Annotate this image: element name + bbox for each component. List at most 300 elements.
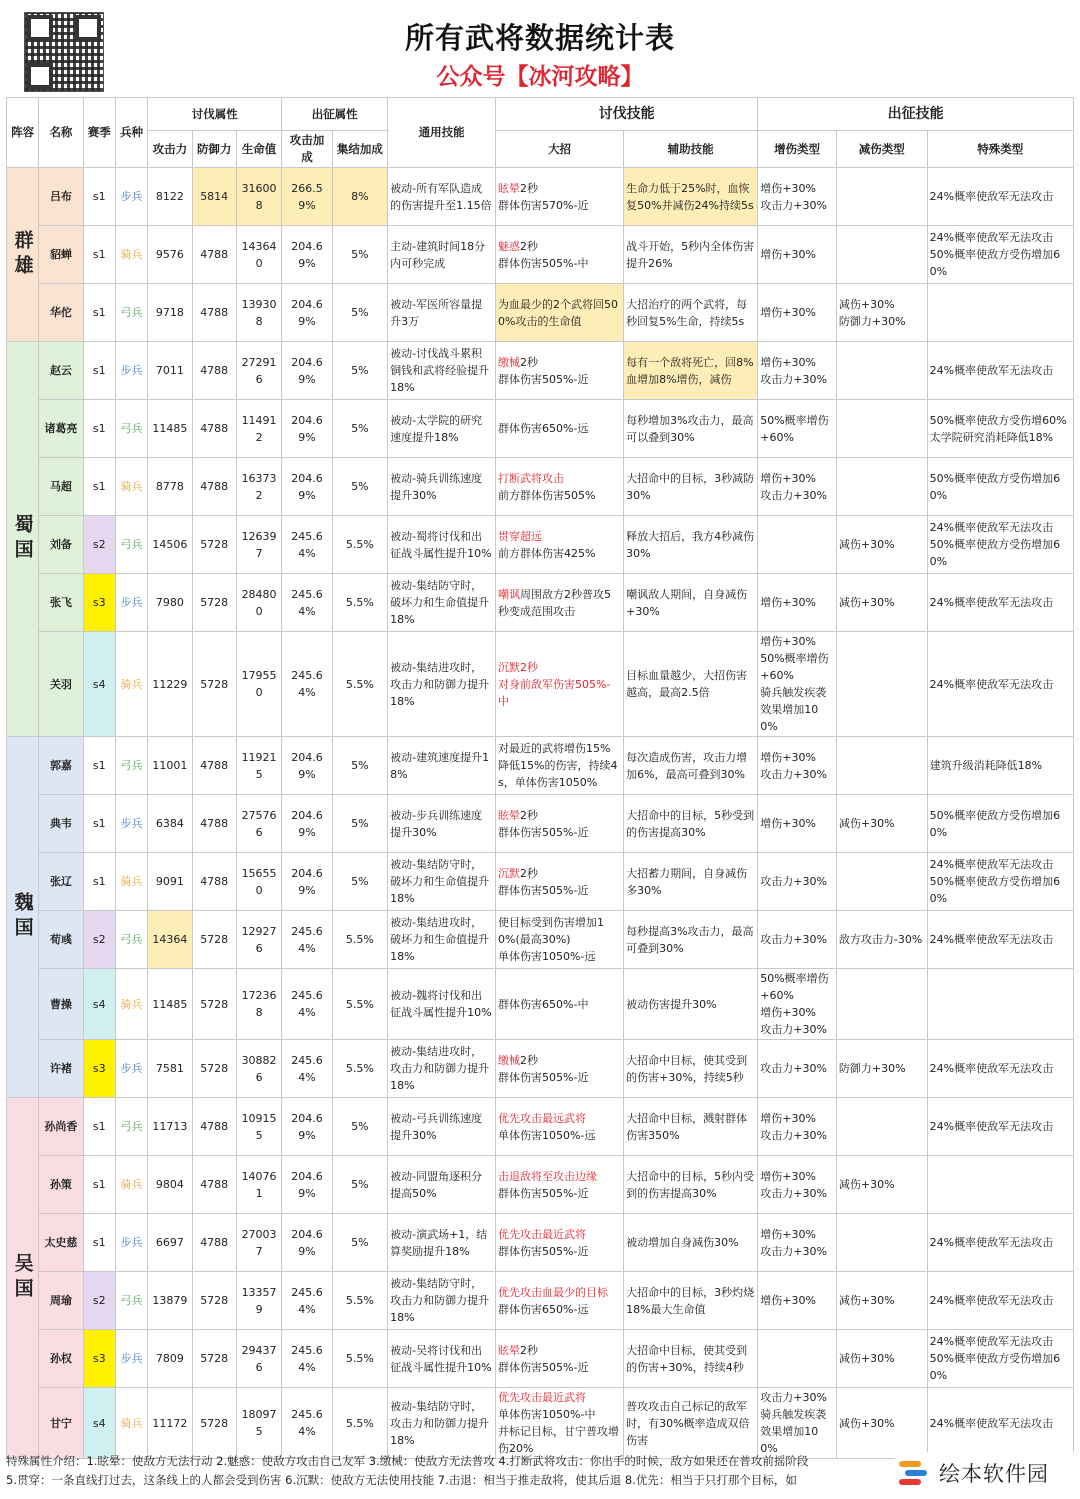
buff-type-cell: 增伤+30%	[758, 795, 837, 853]
ult-cell	[496, 1156, 624, 1214]
table-row	[7, 737, 1074, 795]
atk-cell: 9576	[148, 226, 192, 284]
buff-type-cell: 增伤+30%	[758, 226, 837, 284]
assist-skill-cell: 大招命中的目标，5秒受到的伤害提高30%	[624, 795, 758, 853]
debuff-type-cell: 防御力+30%	[836, 1040, 927, 1098]
special-type-cell: 24%概率使敌军无法攻击	[927, 632, 1073, 737]
special-type-cell: 24%概率使敌军无法攻击	[927, 1388, 1073, 1459]
hp-cell: 139308	[236, 284, 281, 342]
buff-type-cell: 增伤+30% 攻击力+30%	[758, 458, 837, 516]
assist-skill-cell: 大招命中的目标，3秒灼烧18%最大生命值	[624, 1272, 758, 1330]
general-name: 孙策	[39, 1156, 83, 1214]
general-name: 太史慈	[39, 1214, 83, 1272]
ult-cell	[496, 284, 624, 342]
atk-cell: 7809	[148, 1330, 192, 1388]
ult-effect-label: 优先攻击最远武将	[498, 1111, 587, 1125]
debuff-type-cell: 敌方攻击力-30%	[836, 911, 927, 969]
gather-bonus-cell: 5%	[332, 853, 387, 911]
atk-bonus-cell: 204.69%	[282, 853, 332, 911]
ult-cell	[496, 795, 624, 853]
hp-cell: 133579	[236, 1272, 281, 1330]
def-cell: 5728	[192, 1272, 236, 1330]
general-name: 张飞	[39, 574, 83, 632]
general-skill-cell: 被动-集结进攻时，攻击力和防御力提升18%	[388, 632, 496, 737]
season-cell: s1	[83, 795, 115, 853]
debuff-type-cell: 减伤+30%	[836, 1388, 927, 1459]
general-skill-cell: 被动-集结进攻时，攻击力和防御力提升18%	[388, 1040, 496, 1098]
ult-effect-label: 沉默	[498, 866, 521, 880]
ult-effect-label: 眩晕	[498, 181, 521, 195]
brand-name: 绘本软件园	[939, 1462, 1049, 1486]
general-name: 典韦	[39, 795, 83, 853]
buff-type-cell	[758, 516, 837, 574]
hp-cell: 275766	[236, 795, 281, 853]
hp-cell: 163732	[236, 458, 281, 516]
ult-cell	[496, 911, 624, 969]
ult-effect-label: 缴械	[498, 355, 521, 369]
hp-cell: 179550	[236, 632, 281, 737]
col-faction: 阵容	[7, 98, 39, 168]
ult-detail: 2秒 群体伤害505%-近	[498, 355, 589, 386]
troop-cell: 骑兵	[115, 969, 147, 1040]
buff-type-cell	[758, 1330, 837, 1388]
assist-skill-cell: 嘲讽敌人期间，自身减伤+30%	[624, 574, 758, 632]
gather-bonus-cell: 5%	[332, 342, 387, 400]
general-skill-cell: 被动-太学院的研究速度提升18%	[388, 400, 496, 458]
general-name: 刘备	[39, 516, 83, 574]
atk-bonus-cell: 245.64%	[282, 1388, 332, 1459]
faction-shu: 蜀国	[7, 342, 39, 737]
faction-qunxiong: 群雄	[7, 168, 39, 342]
special-type-cell: 24%概率使敌军无法攻击	[927, 342, 1073, 400]
season-cell: s1	[83, 737, 115, 795]
general-skill-cell: 被动-集结防守时，破坏力和生命值提升18%	[388, 574, 496, 632]
assist-skill-cell: 大招命中目标，使其受到的伤害+30%，持续4秒	[624, 1330, 758, 1388]
def-cell: 4788	[192, 795, 236, 853]
troop-cell: 弓兵	[115, 1098, 147, 1156]
ult-cell	[496, 969, 624, 1040]
debuff-type-cell: 减伤+30%	[836, 574, 927, 632]
general-name: 赵云	[39, 342, 83, 400]
col-troop: 兵种	[115, 98, 147, 168]
col-hp: 生命值	[236, 131, 281, 168]
ult-effect-label: 打断武将攻击	[498, 471, 565, 485]
troop-cell: 步兵	[115, 1040, 147, 1098]
atk-cell: 6384	[148, 795, 192, 853]
def-cell: 4788	[192, 1098, 236, 1156]
assist-skill-cell: 每秒提高3%攻击力，最高可叠到30%	[624, 911, 758, 969]
ult-cell	[496, 400, 624, 458]
col-chuzheng-attr: 出征属性	[282, 98, 388, 131]
atk-cell: 9718	[148, 284, 192, 342]
special-type-cell	[927, 284, 1073, 342]
special-type-cell: 24%概率使敌军无法攻击	[927, 574, 1073, 632]
special-type-cell: 24%概率使敌军无法攻击 50%概率使敌方受伤增加60%	[927, 226, 1073, 284]
season-cell: s2	[83, 1272, 115, 1330]
buff-type-cell: 攻击力+30%	[758, 1040, 837, 1098]
table-row	[7, 1388, 1074, 1459]
ult-detail: 为血最少的2个武将回500%攻击的生命值	[498, 297, 619, 328]
general-skill-cell: 被动-集结防守时，破坏力和生命值提升18%	[388, 853, 496, 911]
ult-detail: 前方群体伤害505%	[498, 488, 596, 502]
col-chuzheng-skill: 出征技能	[758, 98, 1074, 131]
atk-bonus-cell: 245.64%	[282, 969, 332, 1040]
ult-effect-label: 击退敌将至攻击边缘	[498, 1169, 598, 1183]
general-skill-cell: 被动-集结防守时，攻击力和防御力提升18%	[388, 1388, 496, 1459]
ult-effect-label: 贯穿超远	[498, 529, 543, 543]
gather-bonus-cell: 5%	[332, 795, 387, 853]
buff-type-cell: 攻击力+30%	[758, 853, 837, 911]
def-cell: 4788	[192, 400, 236, 458]
ult-detail: 2秒 群体伤害505%-近	[498, 808, 589, 839]
col-taofa-skill: 讨伐技能	[496, 98, 758, 131]
assist-skill-cell: 被动增加自身减伤30%	[624, 1214, 758, 1272]
general-name: 许褚	[39, 1040, 83, 1098]
general-name: 孙权	[39, 1330, 83, 1388]
buff-type-cell: 50%概率增伤+60%	[758, 400, 837, 458]
gather-bonus-cell: 5.5%	[332, 1272, 387, 1330]
col-name: 名称	[39, 98, 83, 168]
ult-detail: 2秒 群体伤害505%-中	[498, 239, 589, 270]
col-debuff-type: 减伤类型	[836, 131, 927, 168]
ult-detail: 2秒 群体伤害505%-近	[498, 866, 589, 897]
ult-detail: 单体伤害1050%-远	[498, 1128, 596, 1142]
faction-wu: 吴国	[7, 1098, 39, 1459]
special-type-cell	[927, 1156, 1073, 1214]
ult-cell	[496, 1330, 624, 1388]
troop-cell: 弓兵	[115, 1272, 147, 1330]
table-body	[7, 168, 1074, 1459]
debuff-type-cell	[836, 226, 927, 284]
atk-bonus-cell: 204.69%	[282, 795, 332, 853]
ult-detail: 群体伤害650%-中	[498, 997, 589, 1011]
table-row	[7, 1098, 1074, 1156]
special-type-cell	[927, 969, 1073, 1040]
assist-skill-cell: 普攻攻击自己标记的敌军时，有30%概率造成双倍伤害	[624, 1388, 758, 1459]
table-row	[7, 1156, 1074, 1214]
special-type-cell: 24%概率使敌军无法攻击	[927, 911, 1073, 969]
ult-detail: 周围敌方2秒普攻5秒变成范围攻击	[498, 587, 612, 618]
table-row	[7, 969, 1074, 1040]
ult-cell	[496, 1214, 624, 1272]
general-name: 曹操	[39, 969, 83, 1040]
season-cell: s1	[83, 226, 115, 284]
ult-effect-label: 眩晕	[498, 1343, 521, 1357]
buff-type-cell: 增伤+30% 攻击力+30%	[758, 1156, 837, 1214]
buff-type-cell: 攻击力+30%	[758, 911, 837, 969]
gather-bonus-cell: 5.5%	[332, 516, 387, 574]
season-cell: s4	[83, 632, 115, 737]
atk-bonus-cell: 204.69%	[282, 1214, 332, 1272]
buff-type-cell: 攻击力+30% 骑兵触发疾袭效果增加100%	[758, 1388, 837, 1459]
table-row	[7, 1040, 1074, 1098]
buff-type-cell: 增伤+30% 攻击力+30%	[758, 1098, 837, 1156]
season-cell: s1	[83, 1214, 115, 1272]
assist-skill-cell: 大招命中的目标，5秒内受到的伤害提高30%	[624, 1156, 758, 1214]
debuff-type-cell	[836, 969, 927, 1040]
atk-cell: 8778	[148, 458, 192, 516]
ult-cell	[496, 737, 624, 795]
troop-cell: 步兵	[115, 1214, 147, 1272]
col-atk-bonus: 攻击加成	[282, 131, 332, 168]
debuff-type-cell	[836, 458, 927, 516]
hp-cell: 180975	[236, 1388, 281, 1459]
table-row	[7, 458, 1074, 516]
troop-cell: 骑兵	[115, 226, 147, 284]
season-cell: s2	[83, 516, 115, 574]
general-name: 华佗	[39, 284, 83, 342]
ult-cell	[496, 632, 624, 737]
ult-detail: 群体伤害650%-远	[498, 1302, 589, 1316]
special-type-cell: 50%概率使敌方受伤增加60%	[927, 795, 1073, 853]
general-name: 甘宁	[39, 1388, 83, 1459]
special-type-cell: 24%概率使敌军无法攻击	[927, 1098, 1073, 1156]
atk-cell: 13879	[148, 1272, 192, 1330]
troop-cell: 骑兵	[115, 458, 147, 516]
ult-effect-label: 嘲讽	[498, 587, 521, 601]
ult-effect-label: 优先攻击最近武将	[498, 1227, 587, 1241]
table-row	[7, 226, 1074, 284]
general-skill-cell: 被动-演武场+1，结算奖励提升18%	[388, 1214, 496, 1272]
gather-bonus-cell: 5.5%	[332, 632, 387, 737]
ult-cell	[496, 342, 624, 400]
atk-cell: 7980	[148, 574, 192, 632]
footer-line-1: 特殊属性介绍：1.眩晕：使敌方无法行动 2.魅惑：使敌方攻击自己友军 3.缴械：使敌方无法普攻 4.打断武将攻击：你出手的时候，敌方如果还在普攻前摇阶段	[6, 1454, 809, 1468]
general-name: 关羽	[39, 632, 83, 737]
atk-cell: 14506	[148, 516, 192, 574]
buff-type-cell: 增伤+30%	[758, 1272, 837, 1330]
col-season: 赛季	[83, 98, 115, 168]
hp-cell: 270037	[236, 1214, 281, 1272]
ult-detail: 群体伤害505%-近	[498, 1186, 589, 1200]
ult-effect-label: 沉默2秒 对身前敌军伤害505%-中	[498, 660, 611, 708]
troop-cell: 弓兵	[115, 400, 147, 458]
table-row	[7, 342, 1074, 400]
general-name: 张辽	[39, 853, 83, 911]
generals-table	[6, 97, 1074, 1459]
general-name: 吕布	[39, 168, 83, 226]
def-cell: 4788	[192, 226, 236, 284]
hp-cell: 172368	[236, 969, 281, 1040]
table-row	[7, 632, 1074, 737]
ult-cell	[496, 1098, 624, 1156]
col-ult: 大招	[496, 131, 624, 168]
ult-cell	[496, 853, 624, 911]
table-row	[7, 574, 1074, 632]
table-row	[7, 911, 1074, 969]
page-subtitle: 公众号【冰河攻略】	[436, 64, 644, 90]
ult-detail: 群体伤害505%-近	[498, 1244, 589, 1258]
def-cell: 5728	[192, 574, 236, 632]
debuff-type-cell: 减伤+30% 防御力+30%	[836, 284, 927, 342]
atk-cell: 11229	[148, 632, 192, 737]
def-cell: 4788	[192, 737, 236, 795]
atk-bonus-cell: 266.59%	[282, 168, 332, 226]
gather-bonus-cell: 5.5%	[332, 1330, 387, 1388]
debuff-type-cell: 减伤+30%	[836, 1330, 927, 1388]
footer-line-2: 5.贯穿：一条直线打过去，这条线上的人都会受到伤害 6.沉默：使敌方无法使用技能 7.击退：相当于推走敌将，使其后退 8.优先：相当于只打那个目标，如	[6, 1473, 797, 1487]
season-cell: s4	[83, 1388, 115, 1459]
gather-bonus-cell: 5.5%	[332, 1388, 387, 1459]
faction-wei: 魏国	[7, 737, 39, 1098]
hp-cell: 114912	[236, 400, 281, 458]
table-row	[7, 400, 1074, 458]
general-skill-cell: 被动-所有军队造成的伤害提升至1.15倍	[388, 168, 496, 226]
atk-cell: 6697	[148, 1214, 192, 1272]
def-cell: 4788	[192, 853, 236, 911]
assist-skill-cell: 大招蓄力期间，自身减伤多30%	[624, 853, 758, 911]
troop-cell: 骑兵	[115, 1156, 147, 1214]
troop-cell: 弓兵	[115, 516, 147, 574]
footer-notes	[6, 1452, 886, 1490]
buff-type-cell: 50%概率增伤+60% 增伤+30% 攻击力+30%	[758, 969, 837, 1040]
assist-skill-cell: 目标血量越少，大招伤害越高，最高2.5倍	[624, 632, 758, 737]
def-cell: 5728	[192, 1040, 236, 1098]
atk-cell: 9804	[148, 1156, 192, 1214]
col-gather-bonus: 集结加成	[332, 131, 387, 168]
general-skill-cell: 被动-吴将讨伐和出征战斗属性提升10%	[388, 1330, 496, 1388]
troop-cell: 骑兵	[115, 853, 147, 911]
hp-cell: 109155	[236, 1098, 281, 1156]
ult-detail: 2秒 群体伤害505%-近	[498, 1053, 589, 1084]
gather-bonus-cell: 5%	[332, 1098, 387, 1156]
season-cell: s2	[83, 911, 115, 969]
gather-bonus-cell: 5.5%	[332, 969, 387, 1040]
assist-skill-cell: 生命力低于25%时，血恢复50%并减伤24%持续5s	[624, 168, 758, 226]
col-def: 防御力	[192, 131, 236, 168]
atk-bonus-cell: 204.69%	[282, 737, 332, 795]
general-skill-cell: 被动-弓兵训练速度提升30%	[388, 1098, 496, 1156]
atk-bonus-cell: 245.64%	[282, 1040, 332, 1098]
hp-cell: 119215	[236, 737, 281, 795]
general-skill-cell: 被动-步兵训练速度提升30%	[388, 795, 496, 853]
def-cell: 4788	[192, 342, 236, 400]
hp-cell: 126397	[236, 516, 281, 574]
buff-type-cell: 增伤+30% 攻击力+30%	[758, 168, 837, 226]
general-skill-cell: 被动-蜀将讨伐和出征战斗属性提升10%	[388, 516, 496, 574]
general-skill-cell: 被动-同盟角逐积分提高50%	[388, 1156, 496, 1214]
special-type-cell: 建筑升级消耗降低18%	[927, 737, 1073, 795]
general-name: 郭嘉	[39, 737, 83, 795]
gather-bonus-cell: 5%	[332, 400, 387, 458]
ult-detail: 2秒 群体伤害505%-近	[498, 1343, 589, 1374]
season-cell: s3	[83, 574, 115, 632]
ult-detail: 对最近的武将增伤15%降低15%的伤害，持续4s，单体伤害1050%	[498, 742, 618, 789]
atk-bonus-cell: 245.64%	[282, 1330, 332, 1388]
table-row	[7, 284, 1074, 342]
def-cell: 4788	[192, 1156, 236, 1214]
debuff-type-cell	[836, 400, 927, 458]
table-row	[7, 1272, 1074, 1330]
ult-detail: 使目标受到伤害增加10%(最高30%) 单体伤害1050%-远	[498, 916, 605, 963]
table-row	[7, 1214, 1074, 1272]
atk-bonus-cell: 204.69%	[282, 458, 332, 516]
col-general-skill: 通用技能	[388, 98, 496, 168]
atk-bonus-cell: 245.64%	[282, 1272, 332, 1330]
general-skill-cell: 主动-建筑时间18分内可秒完成	[388, 226, 496, 284]
atk-cell: 7581	[148, 1040, 192, 1098]
season-cell: s1	[83, 853, 115, 911]
hp-cell: 294376	[236, 1330, 281, 1388]
debuff-type-cell: 减伤+30%	[836, 516, 927, 574]
hp-cell: 308826	[236, 1040, 281, 1098]
def-cell: 4788	[192, 284, 236, 342]
special-type-cell: 24%概率使敌军无法攻击	[927, 1040, 1073, 1098]
general-name: 马超	[39, 458, 83, 516]
atk-bonus-cell: 245.64%	[282, 516, 332, 574]
table-row	[7, 168, 1074, 226]
atk-bonus-cell: 204.69%	[282, 1156, 332, 1214]
header	[0, 0, 1080, 97]
debuff-type-cell	[836, 1214, 927, 1272]
col-assist: 辅助技能	[624, 131, 758, 168]
atk-cell: 11001	[148, 737, 192, 795]
table-row	[7, 795, 1074, 853]
def-cell: 5814	[192, 168, 236, 226]
gather-bonus-cell: 5.5%	[332, 911, 387, 969]
ult-cell	[496, 1272, 624, 1330]
special-type-cell: 24%概率使敌军无法攻击 50%概率使敌方受伤增加60%	[927, 1330, 1073, 1388]
general-name: 诸葛亮	[39, 400, 83, 458]
general-name: 貂蝉	[39, 226, 83, 284]
general-skill-cell: 被动-骑兵训练速度提升30%	[388, 458, 496, 516]
troop-cell: 骑兵	[115, 632, 147, 737]
brand-icon	[897, 1458, 931, 1488]
season-cell: s1	[83, 284, 115, 342]
page-title: 所有武将数据统计表	[404, 21, 675, 55]
table-row	[7, 1330, 1074, 1388]
ult-effect-label: 眩晕	[498, 808, 521, 822]
assist-skill-cell: 战斗开始，5秒内全体伤害提升26%	[624, 226, 758, 284]
atk-cell: 7011	[148, 342, 192, 400]
assist-skill-cell: 大招命中目标，使其受到的伤害+30%，持续5秒	[624, 1040, 758, 1098]
ult-cell	[496, 1388, 624, 1459]
debuff-type-cell: 减伤+30%	[836, 1156, 927, 1214]
def-cell: 4788	[192, 458, 236, 516]
col-taofa-attr: 讨伐属性	[148, 98, 282, 131]
season-cell: s1	[83, 1156, 115, 1214]
ult-detail: 群体伤害650%-远	[498, 422, 589, 435]
ult-effect-label: 优先攻击血最少的目标	[498, 1285, 609, 1299]
def-cell: 5728	[192, 911, 236, 969]
assist-skill-cell: 大招治疗的两个武将，每秒回复5%生命，持续5s	[624, 284, 758, 342]
general-skill-cell: 被动-讨伐战斗累积铜钱和武将经验提升18%	[388, 342, 496, 400]
debuff-type-cell	[836, 342, 927, 400]
ult-detail: 单体伤害1050%-中 并标记目标，甘宁普攻增伤20%	[498, 1408, 620, 1455]
atk-bonus-cell: 204.69%	[282, 400, 332, 458]
special-type-cell: 24%概率使敌军无法攻击 50%概率使敌方受伤增加60%	[927, 853, 1073, 911]
def-cell: 5728	[192, 632, 236, 737]
hp-cell: 143640	[236, 226, 281, 284]
def-cell: 5728	[192, 516, 236, 574]
special-type-cell: 50%概率使敌方受伤增60% 太学院研究消耗降低18%	[927, 400, 1073, 458]
hp-cell: 272916	[236, 342, 281, 400]
atk-bonus-cell: 245.64%	[282, 574, 332, 632]
season-cell: s3	[83, 1040, 115, 1098]
col-special-type: 特殊类型	[927, 131, 1073, 168]
ult-cell	[496, 226, 624, 284]
general-skill-cell: 被动-建筑速度提升18%	[388, 737, 496, 795]
gather-bonus-cell: 5%	[332, 226, 387, 284]
ult-cell	[496, 574, 624, 632]
atk-bonus-cell: 245.64%	[282, 632, 332, 737]
ult-cell	[496, 516, 624, 574]
gather-bonus-cell: 5%	[332, 458, 387, 516]
troop-cell: 步兵	[115, 168, 147, 226]
hp-cell: 284800	[236, 574, 281, 632]
season-cell: s1	[83, 1098, 115, 1156]
gather-bonus-cell: 5%	[332, 1156, 387, 1214]
